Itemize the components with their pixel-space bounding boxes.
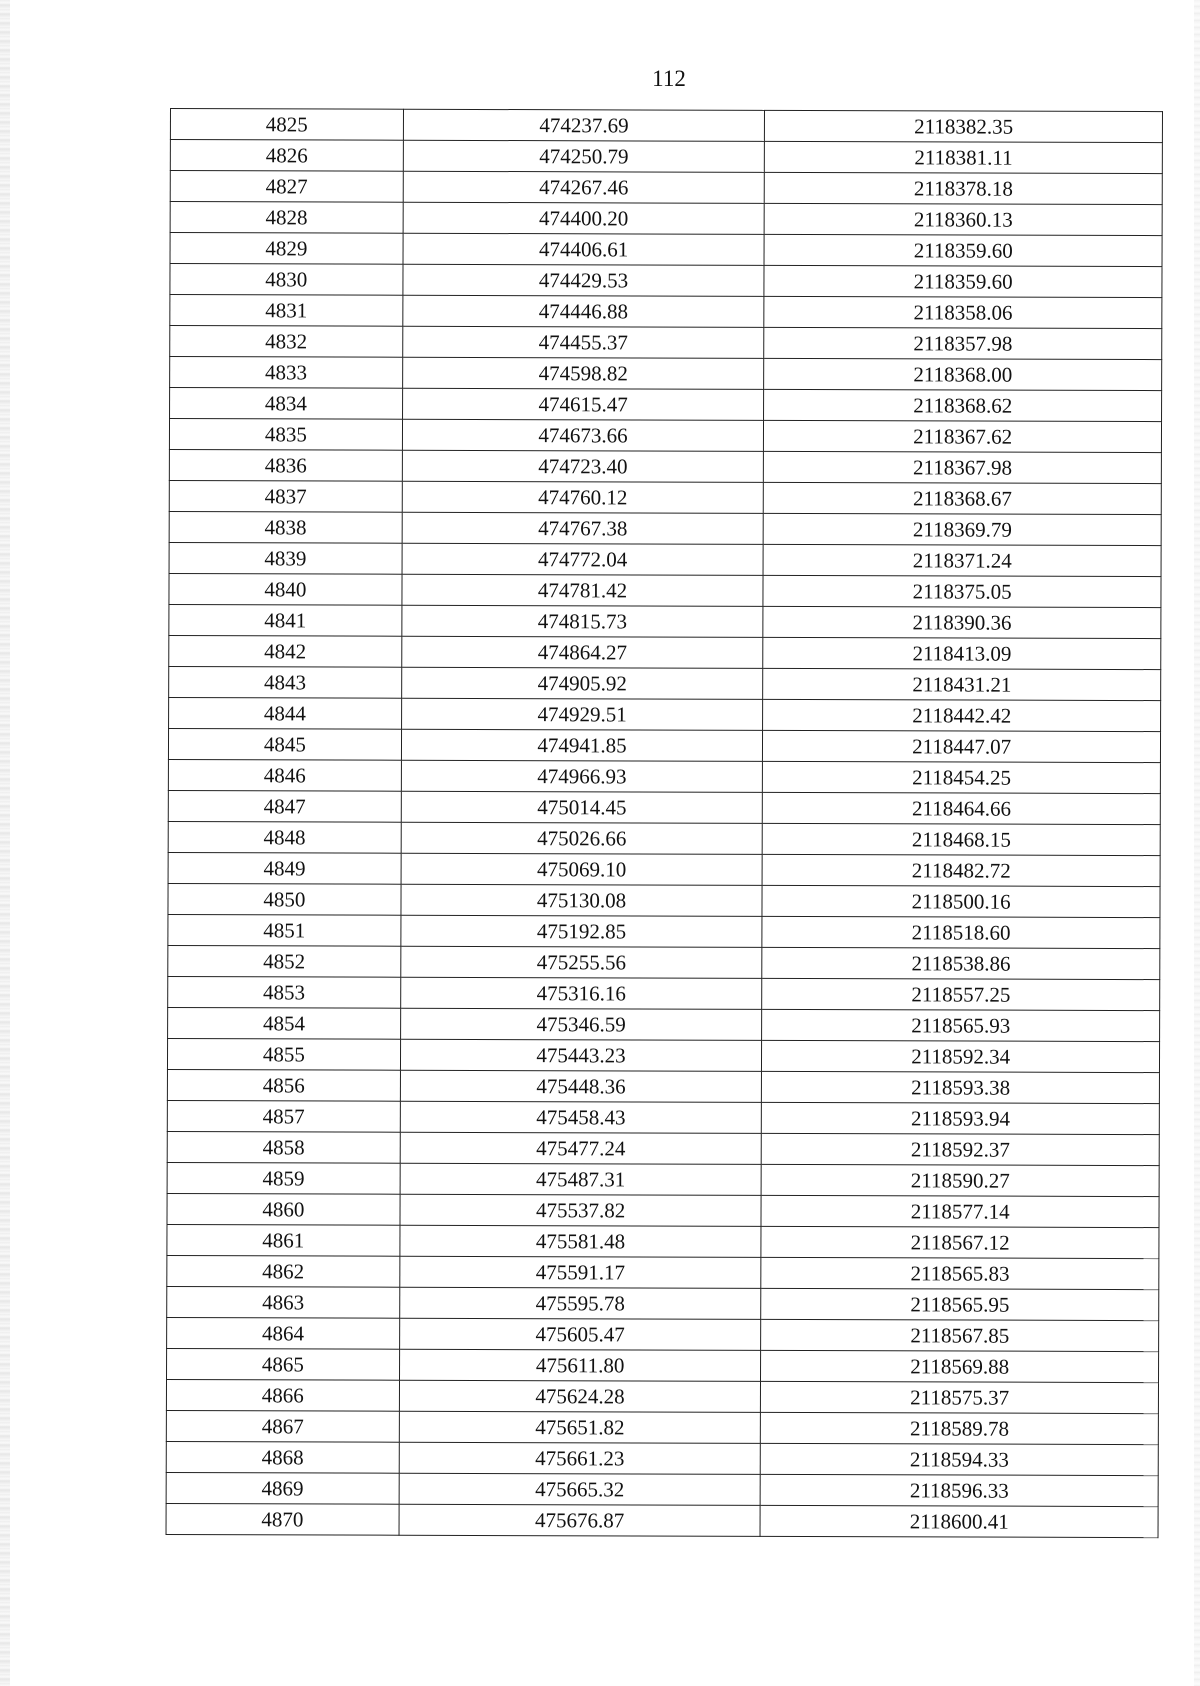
table-row [167,1162,1159,1196]
table-row [166,1410,1158,1444]
x-coordinate-cell: 474429.53 [403,264,765,296]
x-coordinate-cell: 475316.16 [400,977,762,1009]
point-id-cell: 4851 [168,914,401,946]
y-coordinate-cell: 2118431.21 [763,668,1161,700]
table-row [167,1038,1159,1072]
x-coordinate-cell: 474767.38 [402,512,764,544]
table-row [169,511,1161,545]
y-coordinate-cell: 2118593.38 [762,1071,1160,1103]
point-id-cell: 4850 [168,883,401,915]
table-row [167,1255,1159,1289]
y-coordinate-cell: 2118368.00 [764,358,1162,390]
point-id-cell: 4864 [167,1317,400,1349]
y-coordinate-cell: 2118589.78 [761,1412,1159,1444]
table-row [169,666,1161,700]
y-coordinate-cell: 2118590.27 [761,1164,1159,1196]
y-coordinate-cell: 2118592.37 [762,1133,1160,1165]
table-row [168,790,1160,824]
y-coordinate-cell: 2118600.41 [760,1505,1158,1537]
point-id-cell: 4837 [169,480,402,512]
x-coordinate-cell: 475537.82 [400,1194,762,1226]
point-id-cell: 4852 [168,945,401,977]
table-row [168,976,1160,1010]
point-id-cell: 4865 [167,1348,400,1380]
table-row [168,728,1160,762]
table-row [168,883,1160,917]
table-row [169,697,1161,731]
point-id-cell: 4869 [166,1472,399,1504]
x-coordinate-cell: 474815.73 [402,605,764,637]
point-id-cell: 4829 [170,233,403,265]
point-id-cell: 4843 [169,666,402,698]
y-coordinate-cell: 2118447.07 [763,730,1161,762]
x-coordinate-cell: 474905.92 [401,667,763,699]
scan-edge-right [1194,0,1200,1686]
table-row [168,914,1160,948]
point-id-cell: 4846 [168,759,401,791]
x-coordinate-cell: 475130.08 [401,884,763,916]
table-row [170,233,1162,267]
point-id-cell: 4853 [168,976,401,1008]
table-row [169,635,1161,669]
point-id-cell: 4847 [168,790,401,822]
y-coordinate-cell: 2118375.05 [763,575,1161,607]
point-id-cell: 4828 [170,202,403,234]
x-coordinate-cell: 474673.66 [402,419,764,451]
x-coordinate-cell: 474772.04 [402,543,764,575]
table-row [168,759,1160,793]
x-coordinate-cell: 475458.43 [400,1101,762,1133]
x-coordinate-cell: 474723.40 [402,450,764,482]
x-coordinate-cell: 475665.32 [399,1473,761,1505]
point-id-cell: 4840 [169,573,402,605]
y-coordinate-cell: 2118592.34 [762,1040,1160,1072]
table-row [168,852,1160,886]
table-row [166,1503,1158,1537]
page-number: 112 [652,66,686,91]
x-coordinate-cell: 474237.69 [403,109,765,141]
x-coordinate-cell: 474781.42 [402,574,764,606]
point-id-cell: 4856 [167,1069,400,1101]
scan-edge-left [0,0,10,1686]
y-coordinate-cell: 2118442.42 [763,699,1161,731]
y-coordinate-cell: 2118368.62 [764,389,1162,421]
x-coordinate-cell: 475651.82 [399,1411,761,1443]
table-row [170,140,1162,174]
point-id-cell: 4844 [169,697,402,729]
point-id-cell: 4825 [170,109,403,141]
point-id-cell: 4827 [170,171,403,203]
table-row [170,357,1162,391]
point-id-cell: 4857 [167,1100,400,1132]
x-coordinate-cell: 474966.93 [401,760,763,792]
table-row [169,449,1161,483]
x-coordinate-cell: 475581.48 [400,1225,762,1257]
x-coordinate-cell: 474455.37 [402,326,764,358]
y-coordinate-cell: 2118390.36 [763,606,1161,638]
x-coordinate-cell: 475443.23 [400,1039,762,1071]
y-coordinate-cell: 2118538.86 [762,947,1160,979]
y-coordinate-cell: 2118593.94 [762,1102,1160,1134]
x-coordinate-cell: 475014.45 [401,791,763,823]
y-coordinate-cell: 2118413.09 [763,637,1161,669]
table-row [169,573,1161,607]
y-coordinate-cell: 2118594.33 [761,1443,1159,1475]
y-coordinate-cell: 2118569.88 [761,1350,1159,1382]
y-coordinate-cell: 2118454.25 [763,761,1161,793]
y-coordinate-cell: 2118371.24 [763,544,1161,576]
table-row [170,202,1162,236]
point-id-cell: 4860 [167,1193,400,1225]
point-id-cell: 4861 [167,1224,400,1256]
x-coordinate-cell: 474760.12 [402,481,764,513]
coordinate-table-body [166,109,1162,1538]
x-coordinate-cell: 475595.78 [399,1287,761,1319]
table-row [169,419,1161,453]
y-coordinate-cell: 2118567.12 [761,1226,1159,1258]
y-coordinate-cell: 2118367.98 [764,451,1162,483]
x-coordinate-cell: 475591.17 [400,1256,762,1288]
x-coordinate-cell: 475346.59 [400,1008,762,1040]
point-id-cell: 4839 [169,542,402,574]
point-id-cell: 4867 [166,1410,399,1442]
y-coordinate-cell: 2118575.37 [761,1381,1159,1413]
x-coordinate-cell: 475661.23 [399,1442,761,1474]
table-row [168,1007,1160,1041]
table-row [167,1286,1159,1320]
y-coordinate-cell: 2118565.95 [761,1288,1159,1320]
point-id-cell: 4870 [166,1503,399,1535]
table-row [167,1069,1159,1103]
x-coordinate-cell: 475487.31 [400,1163,762,1195]
x-coordinate-cell: 475026.66 [401,822,763,854]
x-coordinate-cell: 474250.79 [403,140,765,172]
x-coordinate-cell: 475611.80 [399,1349,761,1381]
point-id-cell: 4842 [169,635,402,667]
x-coordinate-cell: 474446.88 [403,295,765,327]
y-coordinate-cell: 2118518.60 [762,916,1160,948]
x-coordinate-cell: 475605.47 [399,1318,761,1350]
table-row [167,1193,1159,1227]
point-id-cell: 4830 [170,264,403,296]
y-coordinate-cell: 2118369.79 [764,513,1162,545]
table-row [170,109,1162,143]
table-row [170,171,1162,205]
point-id-cell: 4836 [169,449,402,481]
y-coordinate-cell: 2118464.66 [763,792,1161,824]
table-row [170,326,1162,360]
x-coordinate-cell: 474267.46 [403,171,765,203]
table-row [170,295,1162,329]
point-id-cell: 4838 [169,511,402,543]
table-row [166,1472,1158,1506]
x-coordinate-cell: 474615.47 [402,388,764,420]
y-coordinate-cell: 2118468.15 [763,823,1161,855]
x-coordinate-cell: 474864.27 [401,636,763,668]
y-coordinate-cell: 2118358.06 [764,296,1162,328]
point-id-cell: 4866 [166,1379,399,1411]
y-coordinate-cell: 2118577.14 [761,1195,1159,1227]
x-coordinate-cell: 474406.61 [403,233,765,265]
y-coordinate-cell: 2118565.93 [762,1009,1160,1041]
x-coordinate-cell: 475192.85 [401,915,763,947]
point-id-cell: 4854 [168,1007,401,1039]
y-coordinate-cell: 2118359.60 [764,265,1162,297]
table-row [167,1224,1159,1258]
y-coordinate-cell: 2118381.11 [765,141,1163,173]
table-row [168,821,1160,855]
table-row [169,480,1161,514]
table-row [170,388,1162,422]
point-id-cell: 4834 [170,388,403,420]
y-coordinate-cell: 2118596.33 [760,1474,1158,1506]
table-row [167,1131,1159,1165]
y-coordinate-cell: 2118482.72 [762,854,1160,886]
point-id-cell: 4858 [167,1131,400,1163]
table-row [169,542,1161,576]
table-row [167,1100,1159,1134]
point-id-cell: 4841 [169,604,402,636]
point-id-cell: 4831 [170,295,403,327]
y-coordinate-cell: 2118567.85 [761,1319,1159,1351]
y-coordinate-cell: 2118359.60 [764,234,1162,266]
y-coordinate-cell: 2118500.16 [762,885,1160,917]
point-id-cell: 4855 [167,1038,400,1070]
coordinate-table [166,108,1163,1538]
table-row [166,1441,1158,1475]
y-coordinate-cell: 2118557.25 [762,978,1160,1010]
point-id-cell: 4862 [167,1255,400,1287]
x-coordinate-cell: 475676.87 [399,1504,761,1536]
point-id-cell: 4868 [166,1441,399,1473]
table-row [169,604,1161,638]
x-coordinate-cell: 474929.51 [401,698,763,730]
x-coordinate-cell: 474598.82 [402,357,764,389]
y-coordinate-cell: 2118360.13 [764,203,1162,235]
table-row [170,264,1162,298]
point-id-cell: 4835 [169,419,402,451]
y-coordinate-cell: 2118367.62 [764,420,1162,452]
x-coordinate-cell: 475448.36 [400,1070,762,1102]
point-id-cell: 4849 [168,852,401,884]
point-id-cell: 4833 [170,357,403,389]
table-row [167,1348,1159,1382]
y-coordinate-cell: 2118368.67 [764,482,1162,514]
x-coordinate-cell: 475477.24 [400,1132,762,1164]
x-coordinate-cell: 475255.56 [401,946,763,978]
table-row [166,1379,1158,1413]
x-coordinate-cell: 475069.10 [401,853,763,885]
point-id-cell: 4859 [167,1162,400,1194]
point-id-cell: 4848 [168,821,401,853]
x-coordinate-cell: 474400.20 [403,202,765,234]
y-coordinate-cell: 2118382.35 [765,110,1163,142]
point-id-cell: 4832 [170,326,403,358]
table-row [168,945,1160,979]
point-id-cell: 4863 [167,1286,400,1318]
y-coordinate-cell: 2118565.83 [761,1257,1159,1289]
point-id-cell: 4845 [168,728,401,760]
y-coordinate-cell: 2118378.18 [765,172,1163,204]
point-id-cell: 4826 [170,140,403,172]
x-coordinate-cell: 475624.28 [399,1380,761,1412]
x-coordinate-cell: 474941.85 [401,729,763,761]
y-coordinate-cell: 2118357.98 [764,327,1162,359]
table-row [167,1317,1159,1351]
